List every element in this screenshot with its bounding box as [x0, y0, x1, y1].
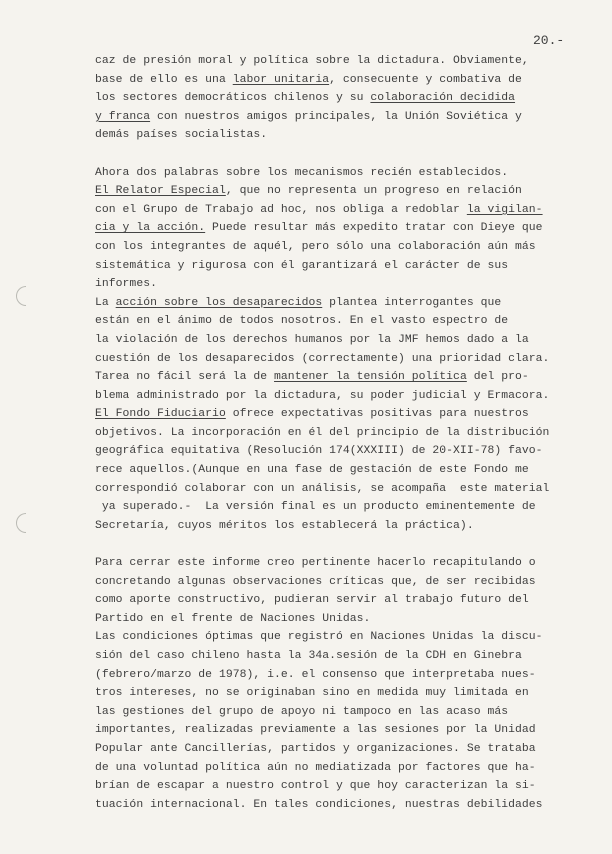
paragraph	[95, 52, 577, 145]
text-segment: Puede resultar más expedito tratar con Dieye que	[205, 222, 543, 235]
text-line	[95, 647, 577, 666]
text-segment: ya superado.- La versión final es un producto eminentemente de	[95, 501, 536, 514]
text-line	[95, 554, 577, 573]
text-line	[95, 498, 577, 517]
text-line	[95, 89, 577, 108]
text-line	[95, 275, 577, 294]
text-segment: informes.	[95, 278, 157, 291]
text-line	[95, 442, 577, 461]
text-segment: plantea interrogantes que	[322, 296, 502, 309]
text-segment: concretando algunas observaciones críticas que, de ser recibidas	[95, 575, 536, 588]
text-line	[95, 219, 577, 238]
underlined-phrase: acción sobre los desaparecidos	[115, 296, 323, 309]
text-line	[95, 126, 577, 145]
text-segment: las gestiones del grupo de apoyo ni tampoco en las acaso más	[95, 705, 509, 718]
text-line	[95, 71, 577, 90]
text-segment: , consecuente y combativa de	[329, 73, 522, 86]
text-segment: tros intereses, no se originaban sino en medida muy limitada en	[95, 687, 529, 700]
page-number: 20.-	[533, 33, 565, 48]
underlined-phrase: mantener la tensión política	[274, 371, 467, 384]
text-segment: (febrero/marzo de 1978), i.e. el consenso que interpretaba nues-	[95, 668, 536, 681]
paragraph-gap	[95, 535, 577, 554]
text-segment: rece aquellos.(Aunque en una fase de gestación de este Fondo me	[95, 464, 529, 477]
text-line	[95, 703, 577, 722]
text-line	[95, 257, 577, 276]
text-line	[95, 164, 577, 183]
text-line	[95, 52, 577, 71]
text-line	[95, 108, 577, 127]
text-segment: importantes, realizadas previamente a las sesiones por la Unidad	[95, 724, 536, 737]
text-segment: brían de escapar a nuestro control y que hoy caracterizan la si-	[95, 780, 536, 793]
text-line	[95, 628, 577, 647]
text-segment: geográfica equitativa (Resolución 174(XXXIII) de 20-XII-78) favo-	[95, 445, 543, 458]
text-line	[95, 517, 577, 536]
text-segment: con el Grupo de Trabajo ad hoc, nos obliga a redoblar	[95, 203, 467, 216]
underlined-phrase: colaboración decidida	[370, 92, 516, 105]
text-line	[95, 796, 577, 815]
text-segment: sión del caso chileno hasta la 34a.sesión de la CDH en Ginebra	[95, 650, 522, 662]
text-segment: Secretaría, cuyos méritos los establecerá la práctica).	[95, 519, 474, 532]
text-segment: la violación de los derechos humanos por la JMF hemos dado a la	[95, 333, 529, 346]
text-line	[95, 294, 577, 313]
text-line	[95, 591, 577, 610]
text-line	[95, 721, 577, 740]
text-line	[95, 368, 577, 387]
text-line	[95, 610, 577, 629]
underlined-phrase: labor unitaria	[232, 73, 330, 86]
underlined-phrase: cia y la acción.	[95, 222, 206, 235]
text-line	[95, 777, 577, 796]
text-line	[95, 740, 577, 759]
paragraph	[95, 164, 577, 536]
text-segment: Ahora dos palabras sobre los mecanismos recién establecidos.	[95, 166, 509, 179]
text-line	[95, 405, 577, 424]
text-segment: como aporte constructivo, pudieran servir al trabajo futuro del	[95, 594, 529, 607]
text-segment: Para cerrar este informe creo pertinente hacerlo recapitulando o	[95, 557, 536, 570]
punch-hole-mark	[16, 513, 26, 533]
paragraph	[95, 554, 577, 814]
underlined-phrase: El Fondo Fiduciario	[95, 408, 226, 421]
text-line	[95, 350, 577, 369]
punch-hole-mark	[16, 286, 26, 306]
text-line	[95, 424, 577, 443]
text-segment: Tarea no fácil será la de	[95, 371, 275, 384]
underlined-phrase: la vigilan-	[466, 203, 543, 216]
text-line	[95, 666, 577, 685]
text-segment: cuestión de los desaparecidos (correctamente) una prioridad clara.	[95, 352, 550, 365]
text-line	[95, 201, 577, 220]
text-segment: blema administrado por la dictadura, su poder judicial y Ermacora.	[95, 389, 550, 402]
underlined-phrase: y franca	[95, 110, 151, 123]
text-line	[95, 759, 577, 778]
text-segment: base de ello es una	[95, 73, 233, 86]
paragraph-gap	[95, 145, 577, 164]
text-line	[95, 182, 577, 201]
text-line	[95, 312, 577, 331]
text-segment: correspondió colaborar con un análisis, se acompaña este material	[95, 482, 550, 495]
text-line	[95, 684, 577, 703]
text-segment: , que no representa un progreso en relación	[225, 185, 522, 198]
text-segment: Popular ante Cancillerías, partidos y organizaciones. Se trataba	[95, 742, 536, 755]
text-segment: con nuestros amigos principales, la Unión Soviética y	[150, 110, 522, 123]
text-segment: sistemática y rigurosa con él garantizará el carácter de sus	[95, 259, 509, 272]
text-segment: los sectores democráticos chilenos y su	[95, 92, 371, 105]
text-line	[95, 480, 577, 499]
text-segment: Partido en el frente de Naciones Unidas.	[95, 612, 371, 625]
text-segment: del pro-	[466, 371, 529, 384]
text-segment: de una voluntad política aún no mediatizada por factores que ha-	[95, 761, 536, 774]
text-segment: con los integrantes de aquél, pero sólo una colaboración aún más	[95, 240, 536, 253]
text-segment: caz de presión moral y política sobre la dictadura. Obviamente,	[95, 55, 529, 67]
text-segment: La	[95, 296, 116, 309]
text-segment: están en el ánimo de todos nosotros. En el vasto espectro de	[95, 315, 509, 328]
text-segment: demás países socialistas.	[95, 129, 268, 142]
text-line	[95, 461, 577, 480]
text-segment: objetivos. La incorporación en él del principio de la distribución	[95, 426, 550, 439]
text-line	[95, 387, 577, 406]
text-line	[95, 238, 577, 257]
text-line	[95, 573, 577, 592]
underlined-phrase: El Relator Especial	[95, 185, 226, 198]
text-segment: tuación internacional. En tales condiciones, nuestras debilidades	[95, 798, 543, 811]
document-body	[95, 52, 577, 814]
text-segment: Las condiciones óptimas que registró en Naciones Unidas la discu-	[95, 631, 543, 644]
text-segment: ofrece expectativas positivas para nuestros	[225, 408, 529, 421]
text-line	[95, 331, 577, 350]
